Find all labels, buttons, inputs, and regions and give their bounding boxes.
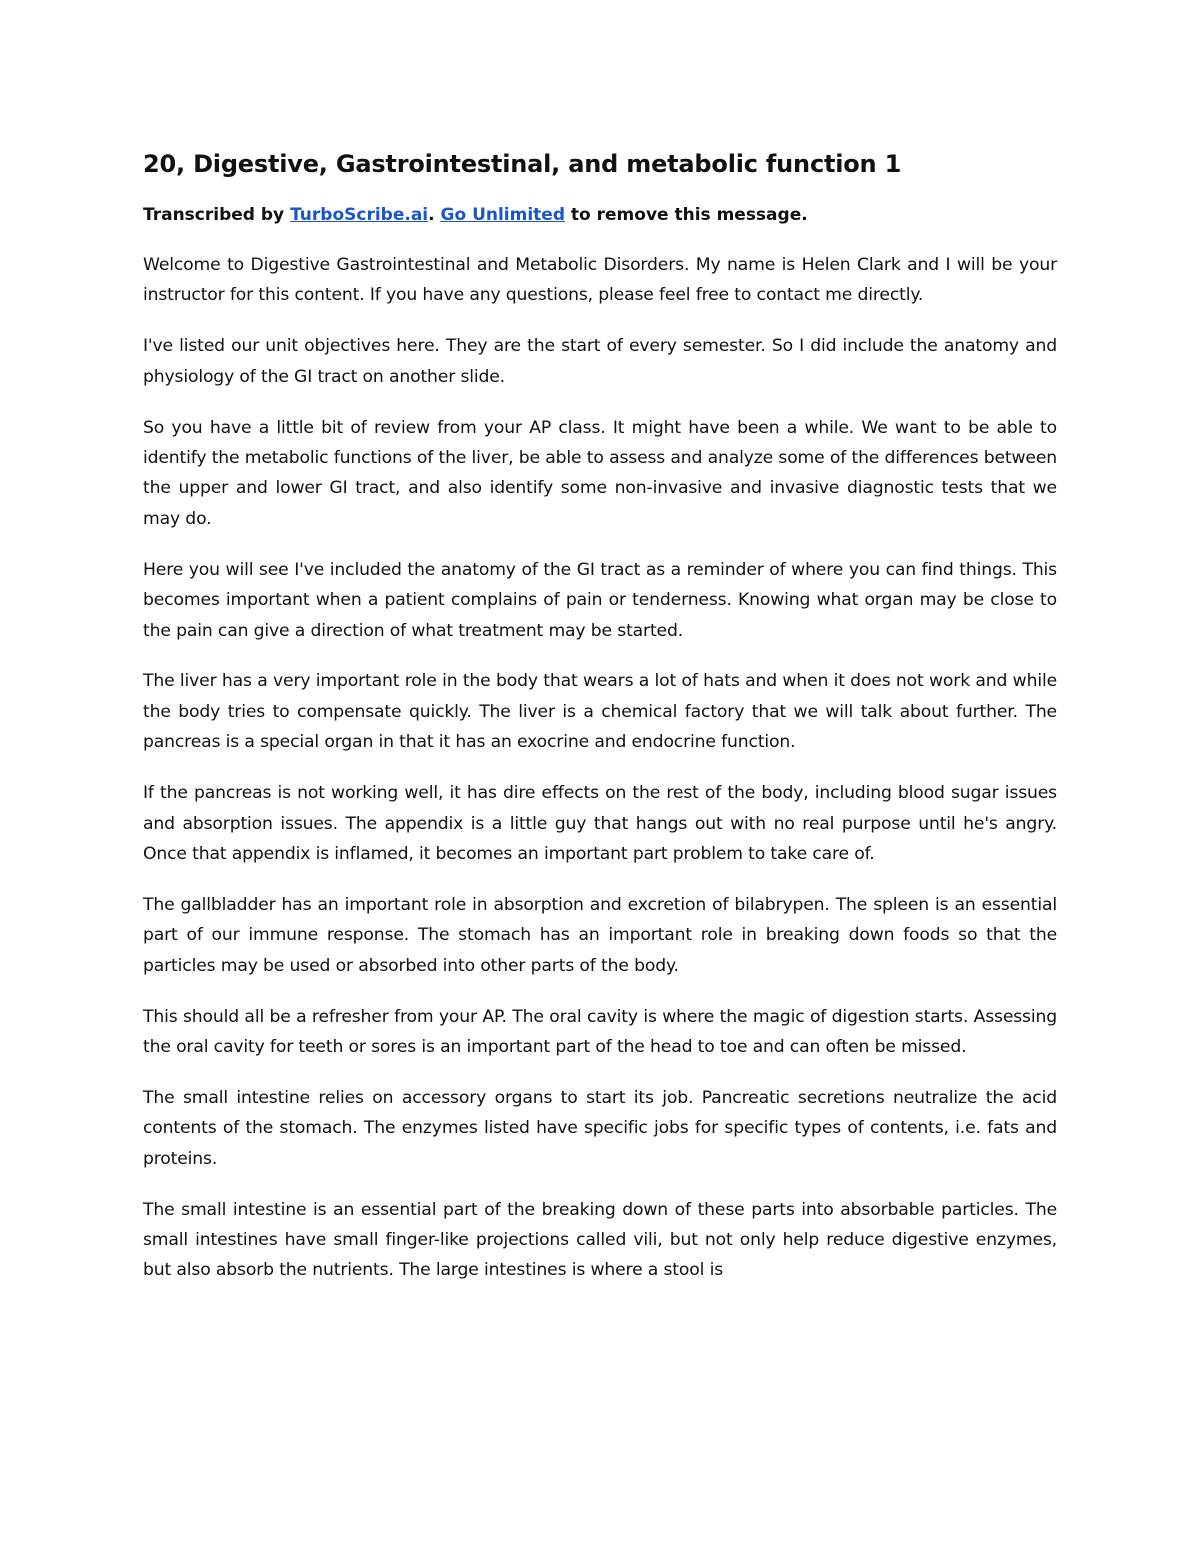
paragraph: Here you will see I've included the anatomy of the GI tract as a reminder of where you can find things. This becomes important when a patient complains of pain or tenderness. Knowing what organ may be close to the pain can give a direction of what treatment may be started. [143,559,1057,641]
paragraph: I've listed our unit objectives here. They are the start of every semester. So I did include the anatomy and physiology of the GI tract on another slide. [143,336,1057,387]
paragraph: If the pancreas is not working well, it has dire effects on the rest of the body, including blood sugar issues and absorption issues. The appendix is a little guy that hangs out with no real purpose until he's angry. Once that appendix is inflamed, it becomes an important part problem to take care of. [143,783,1057,864]
document-page [143,146,1057,1306]
paragraph: This should all be a refresher from your AP. The oral cavity is where the magic of digestion starts. Assessing the oral cavity for teeth or sores is an important part of the head to toe and can often be missed. [143,1006,1057,1058]
turboscribe-link[interactable]: TurboScribe.ai [290,205,429,225]
notice-prefix: Transcribed by [143,205,291,225]
paragraph: The gallbladder has an important role in absorption and excretion of bilabrypen. The spleen is an essential part of our immune response. The stomach has an important role in breaking down foods so that the particles may be used or absorbed into other parts of the body. [143,894,1057,976]
transcription-notice [143,200,1057,230]
paragraph: So you have a little bit of review from your AP class. It might have been a while. We want to be able to identify the metabolic functions of the liver, be able to assess and analyze some of the differences between the upper and lower GI tract, and also identify some non-invasive and invasive diagnostic tests that we may do. [143,417,1057,529]
go-unlimited-link[interactable]: Go Unlimited [440,205,565,225]
notice-separator: . [428,205,441,225]
paragraph: The small intestine is an essential part of the breaking down of these parts into absorbable particles. The small intestines have small finger-like projections called vili, but not only help reduce digestive enzymes, but also absorb the nutrients. The large intestines is where a stool is [143,1199,1057,1281]
paragraph: The liver has a very important role in the body that wears a lot of hats and when it does not work and while the body tries to compensate quickly. The liver is a chemical factory that we will talk about further. The pancreas is a special organ in that it has an exocrine and endocrine function. [143,671,1057,753]
paragraph: The small intestine relies on accessory organs to start its job. Pancreatic secretions neutralize the acid contents of the stomach. The enzymes listed have specific jobs for specific types of contents, i.e. fats and proteins. [143,1087,1057,1169]
paragraph: Welcome to Digestive Gastrointestinal and Metabolic Disorders. My name is Helen Clark and I will be your instructor for this content. If you have any questions, please feel free to contact me directly. [143,255,1057,306]
notice-suffix: to remove this message. [565,205,808,225]
document-title: 20, Digestive, Gastrointestinal, and metabolic function 1 [143,150,902,178]
